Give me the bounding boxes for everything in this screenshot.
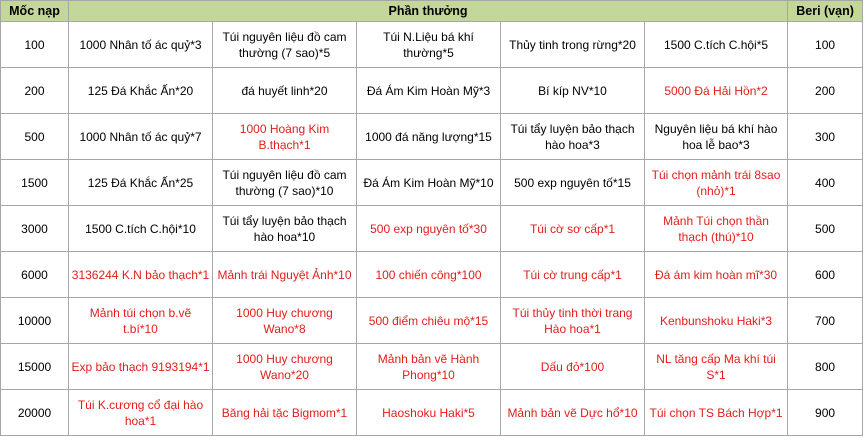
reward-cell: Băng hải tặc Bigmom*1 xyxy=(213,390,357,436)
reward-cell: Mảnh bản vẽ Dực hổ*10 xyxy=(501,390,645,436)
table-row xyxy=(1,206,863,252)
reward-cell: Kenbunshoku Haki*3 xyxy=(645,298,788,344)
table-body xyxy=(1,22,863,436)
beri-cell: 600 xyxy=(788,252,863,298)
reward-cell: Mảnh túi chọn b.vẽ t.bí*10 xyxy=(69,298,213,344)
reward-cell: Túi N.Liệu bá khí thường*5 xyxy=(357,22,501,68)
reward-cell: Đá Ám Kim Hoàn Mỹ*10 xyxy=(357,160,501,206)
header-beri: Beri (vạn) xyxy=(788,1,863,22)
table-row xyxy=(1,114,863,160)
reward-cell: Haoshoku Haki*5 xyxy=(357,390,501,436)
reward-cell: 5000 Đá Hải Hồn*2 xyxy=(645,68,788,114)
reward-cell: Mảnh trái Nguyệt Ảnh*10 xyxy=(213,252,357,298)
header-moc-nap: Mốc nạp xyxy=(1,1,69,22)
reward-cell: Mảnh bản vẽ Hành Phong*10 xyxy=(357,344,501,390)
beri-cell: 400 xyxy=(788,160,863,206)
table-row xyxy=(1,390,863,436)
reward-cell: Túi chọn TS Bách Hợp*1 xyxy=(645,390,788,436)
reward-cell: 1000 Huy chương Wano*8 xyxy=(213,298,357,344)
reward-cell: Túi cờ sơ cấp*1 xyxy=(501,206,645,252)
table-row xyxy=(1,344,863,390)
moc-nap-cell: 200 xyxy=(1,68,69,114)
reward-cell: Đá ám kim hoàn mĩ*30 xyxy=(645,252,788,298)
reward-cell: Bí kíp NV*10 xyxy=(501,68,645,114)
reward-cell: 1000 Hoàng Kim B.thạch*1 xyxy=(213,114,357,160)
moc-nap-cell: 10000 xyxy=(1,298,69,344)
moc-nap-cell: 3000 xyxy=(1,206,69,252)
reward-cell: 1000 đá năng lượng*15 xyxy=(357,114,501,160)
reward-cell: đá huyết linh*20 xyxy=(213,68,357,114)
table-row xyxy=(1,160,863,206)
beri-cell: 100 xyxy=(788,22,863,68)
reward-cell: Dấu đỏ*100 xyxy=(501,344,645,390)
reward-cell: Túi K.cương cổ đại hào hoa*1 xyxy=(69,390,213,436)
reward-cell: 500 điểm chiêu mộ*15 xyxy=(357,298,501,344)
beri-cell: 500 xyxy=(788,206,863,252)
reward-cell: 500 exp nguyên tố*30 xyxy=(357,206,501,252)
table-row xyxy=(1,252,863,298)
reward-cell: Thủy tinh trong rừng*20 xyxy=(501,22,645,68)
table-row xyxy=(1,298,863,344)
moc-nap-cell: 500 xyxy=(1,114,69,160)
header-row xyxy=(1,1,863,22)
reward-cell: Exp bảo thạch 9193194*1 xyxy=(69,344,213,390)
reward-cell: Túi tẩy luyện bảo thạch hào hoa*10 xyxy=(213,206,357,252)
moc-nap-cell: 15000 xyxy=(1,344,69,390)
reward-cell: 500 exp nguyên tố*15 xyxy=(501,160,645,206)
table-row xyxy=(1,68,863,114)
reward-cell: Túi nguyên liệu đồ cam thường (7 sao)*5 xyxy=(213,22,357,68)
reward-cell: 125 Đá Khắc Ấn*20 xyxy=(69,68,213,114)
reward-cell: Túi nguyên liệu đồ cam thường (7 sao)*10 xyxy=(213,160,357,206)
reward-cell: Mảnh Túi chọn thần thạch (thú)*10 xyxy=(645,206,788,252)
beri-cell: 900 xyxy=(788,390,863,436)
reward-cell: 1500 C.tích C.hội*5 xyxy=(645,22,788,68)
reward-cell: 1500 C.tích C.hội*10 xyxy=(69,206,213,252)
moc-nap-cell: 20000 xyxy=(1,390,69,436)
reward-cell: Túi cờ trung cấp*1 xyxy=(501,252,645,298)
reward-cell: 1000 Nhân tố ác quỷ*3 xyxy=(69,22,213,68)
beri-cell: 700 xyxy=(788,298,863,344)
beri-cell: 200 xyxy=(788,68,863,114)
moc-nap-cell: 6000 xyxy=(1,252,69,298)
reward-cell: 125 Đá Khắc Ấn*25 xyxy=(69,160,213,206)
header-phan-thuong: Phần thưởng xyxy=(69,1,788,22)
reward-cell: 100 chiến công*100 xyxy=(357,252,501,298)
reward-cell: NL tăng cấp Ma khí túi S*1 xyxy=(645,344,788,390)
table-row xyxy=(1,22,863,68)
reward-cell: Túi thủy tinh thời trang Hào hoa*1 xyxy=(501,298,645,344)
reward-cell: Nguyên liệu bá khí hào hoa lễ bao*3 xyxy=(645,114,788,160)
beri-cell: 800 xyxy=(788,344,863,390)
beri-cell: 300 xyxy=(788,114,863,160)
reward-cell: Đá Ám Kim Hoàn Mỹ*3 xyxy=(357,68,501,114)
moc-nap-cell: 100 xyxy=(1,22,69,68)
reward-cell: Túi tẩy luyện bảo thạch hào hoa*3 xyxy=(501,114,645,160)
reward-cell: 3136244 K.N bảo thạch*1 xyxy=(69,252,213,298)
moc-nap-cell: 1500 xyxy=(1,160,69,206)
reward-cell: 1000 Nhân tố ác quỷ*7 xyxy=(69,114,213,160)
reward-cell: 1000 Huy chương Wano*20 xyxy=(213,344,357,390)
reward-cell: Túi chọn mảnh trái 8sao (nhỏ)*1 xyxy=(645,160,788,206)
